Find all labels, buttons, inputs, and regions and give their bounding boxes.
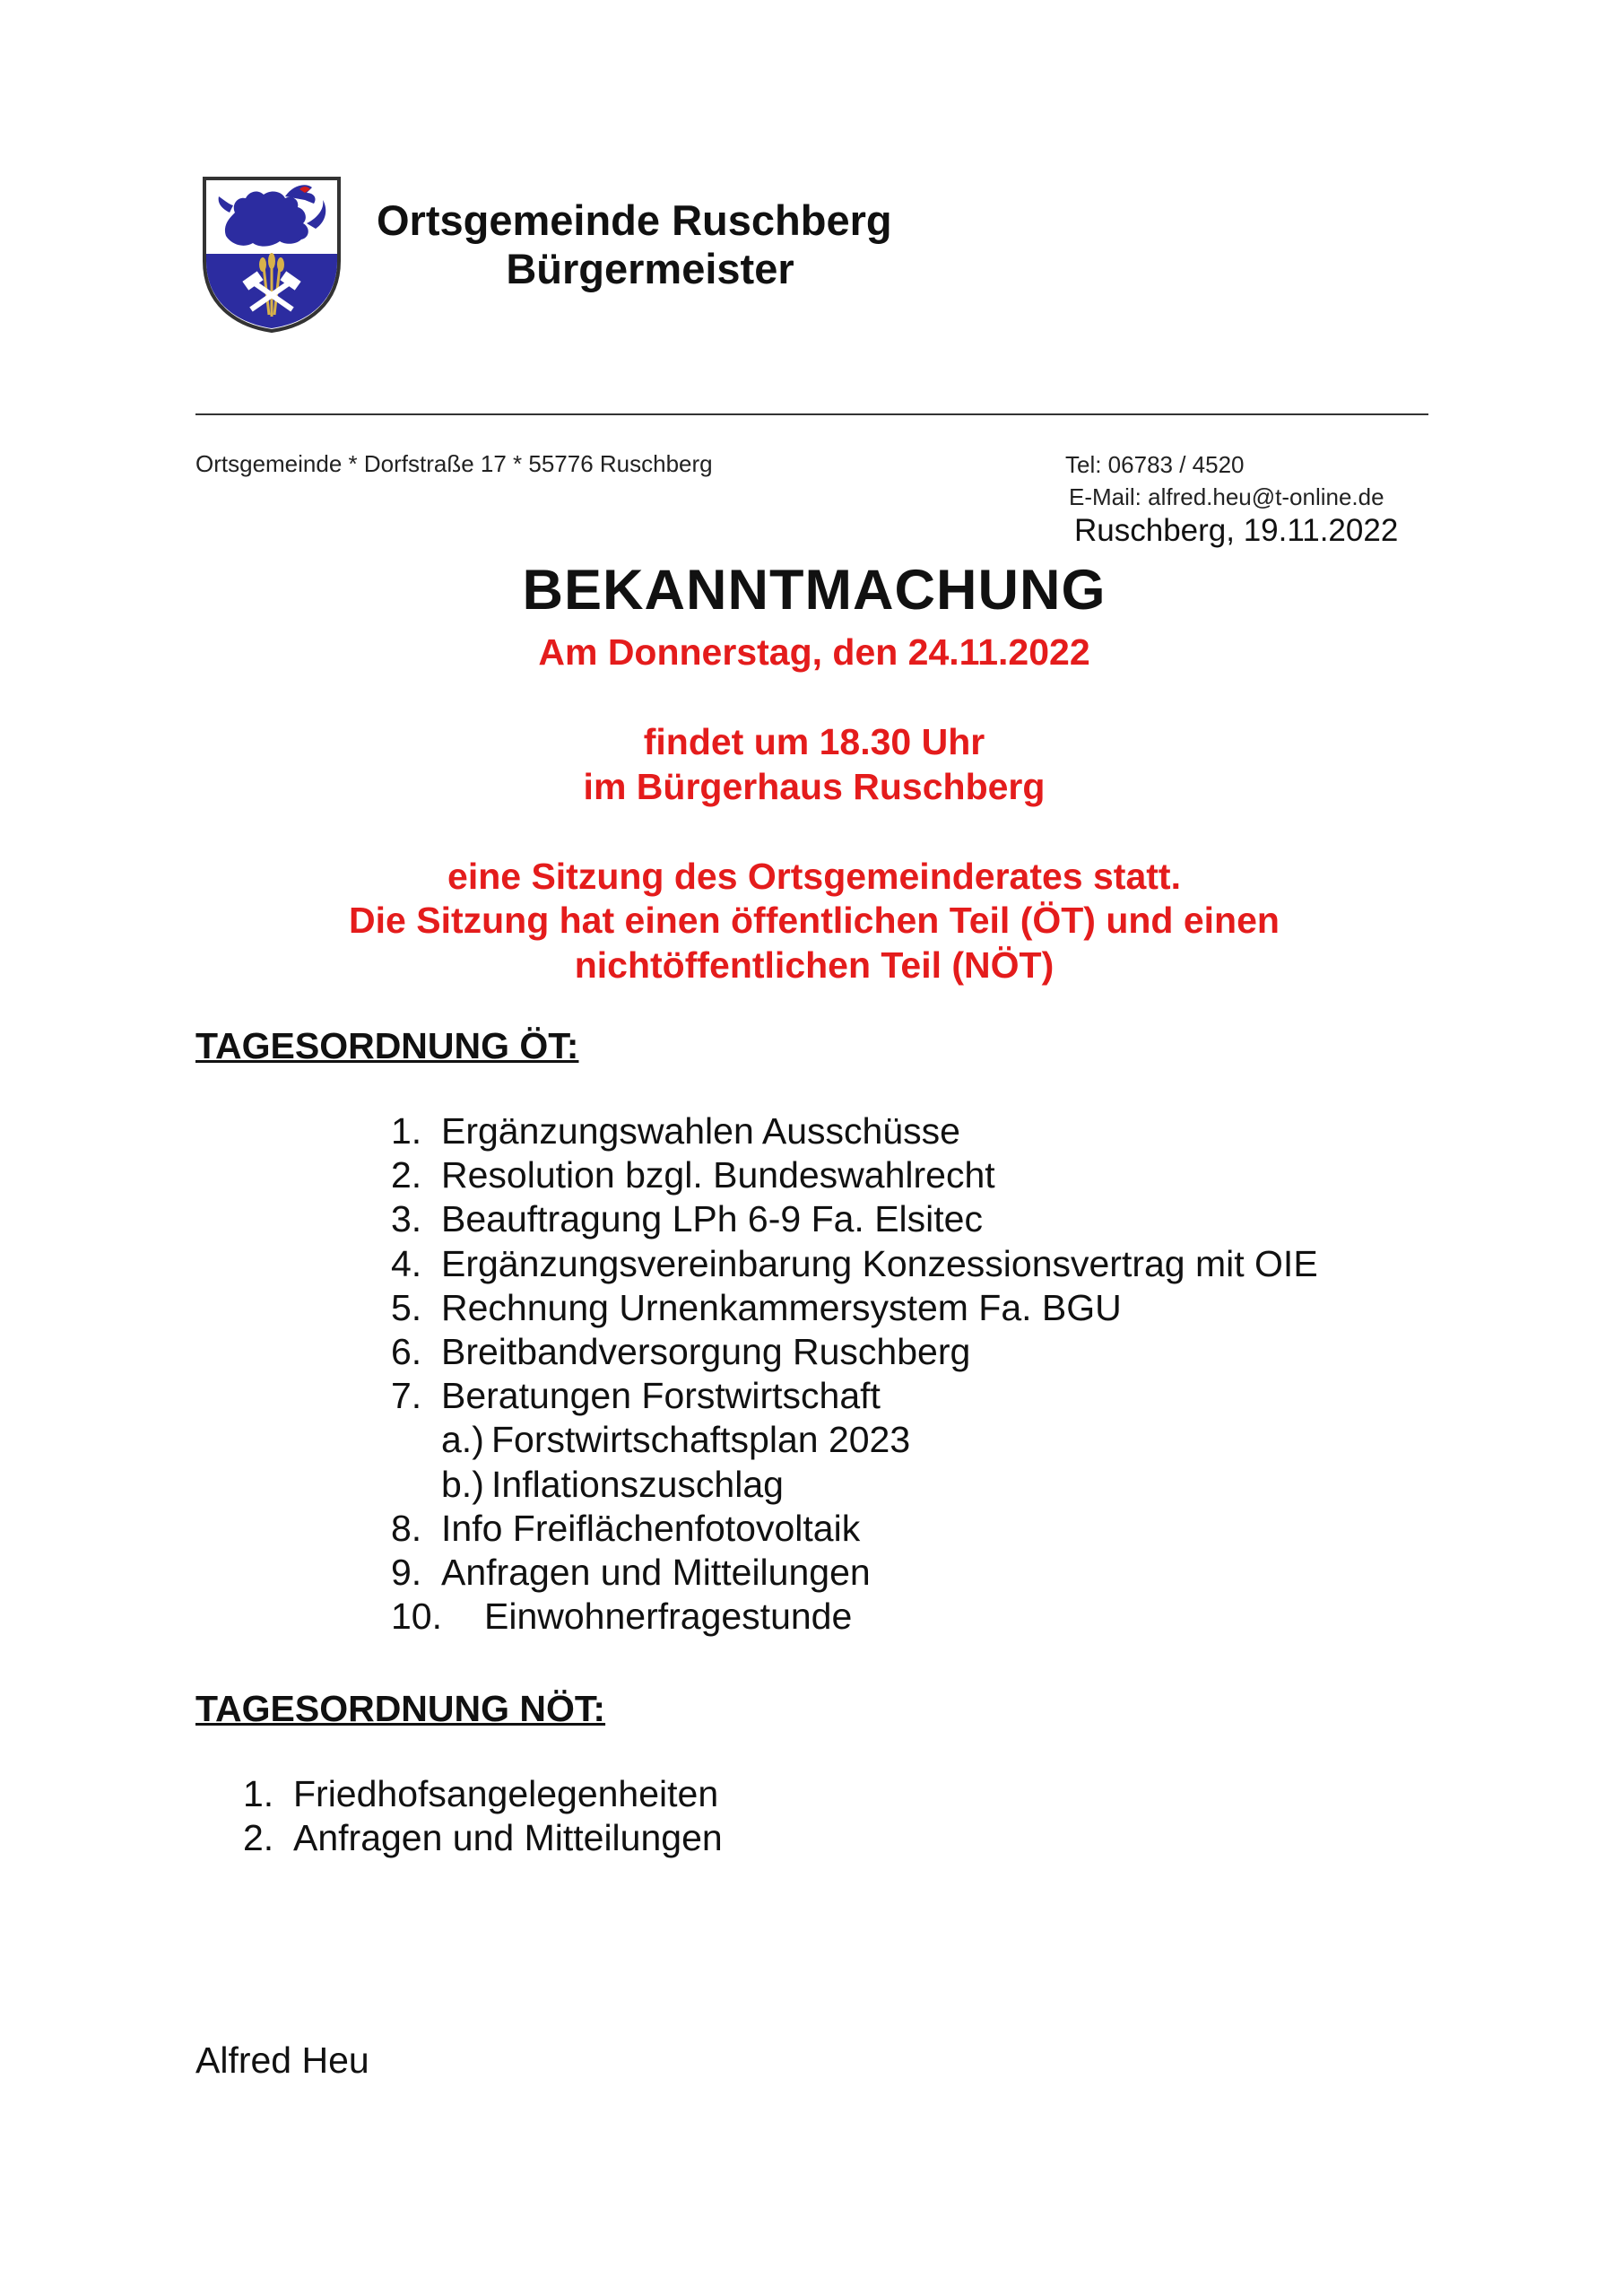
list-item: 6. Breitbandversorgung Ruschberg xyxy=(391,1330,971,1372)
email-address: E-Mail: alfred.heu@t-online.de xyxy=(1069,483,1384,510)
coat-of-arms-icon xyxy=(199,173,344,335)
list-item: 10. Einwohnerfragestunde xyxy=(391,1596,853,1638)
notice-line-time: findet um 18.30 Uhr xyxy=(643,721,985,762)
notice-line-date: Am Donnerstag, den 24.11.2022 xyxy=(538,631,1090,673)
list-item: 3. Beauftragung LPh 6-9 Fa. Elsitec xyxy=(391,1198,983,1240)
signature-name: Alfred Heu xyxy=(195,2039,369,2081)
list-item: 5. Rechnung Urnenkammersystem Fa. BGU xyxy=(391,1286,1122,1328)
list-item: 8. Info Freiflächenfotovoltaik xyxy=(391,1507,861,1549)
contact-block xyxy=(1065,448,1384,513)
list-item: 7. Beratungen Forstwirtschaft xyxy=(391,1375,881,1417)
notice-line-session: eine Sitzung des Ortsgemeinderates statt. xyxy=(447,856,1181,897)
header-divider xyxy=(195,413,1428,415)
notice-line-venue: im Bürgerhaus Ruschberg xyxy=(583,766,1046,807)
org-name: Ortsgemeinde Ruschberg xyxy=(377,196,892,244)
notice-title: BEKANNTMACHUNG xyxy=(522,559,1107,622)
notice-line-parts: Die Sitzung hat einen öffentlichen Teil (ÖT) und einen xyxy=(349,900,1280,941)
agenda-public-heading: TAGESORDNUNG ÖT: xyxy=(195,1025,579,1066)
list-subitem: a.) Forstwirtschaftsplan 2023 xyxy=(441,1419,911,1461)
agenda-public-list xyxy=(391,1109,1318,1639)
list-item: 4. Ergänzungsvereinbarung Konzessionsvertrag mit OIE xyxy=(391,1242,1318,1284)
phone-number: Tel: 06783 / 4520 xyxy=(1065,451,1245,478)
agenda-private-heading: TAGESORDNUNG NÖT: xyxy=(195,1688,606,1729)
list-subitem: b.) Inflationszuschlag xyxy=(441,1463,784,1505)
sender-address: Ortsgemeinde * Dorfstraße 17 * 55776 Ruschberg xyxy=(195,450,713,477)
list-item: 2. Anfragen und Mitteilungen xyxy=(243,1817,723,1859)
agenda-private-list xyxy=(243,1772,723,1860)
list-item: 1. Ergänzungswahlen Ausschüsse xyxy=(391,1110,960,1152)
notice-line-parts-cont: nichtöffentlichen Teil (NÖT) xyxy=(574,944,1055,986)
place-date: Ruschberg, 19.11.2022 xyxy=(1074,513,1399,548)
list-item: 2. Resolution bzgl. Bundeswahlrecht xyxy=(391,1154,995,1196)
org-role: Bürgermeister xyxy=(506,245,794,292)
list-item: 1. Friedhofsangelegenheiten xyxy=(243,1773,719,1814)
list-item: 9. Anfragen und Mitteilungen xyxy=(391,1551,871,1593)
